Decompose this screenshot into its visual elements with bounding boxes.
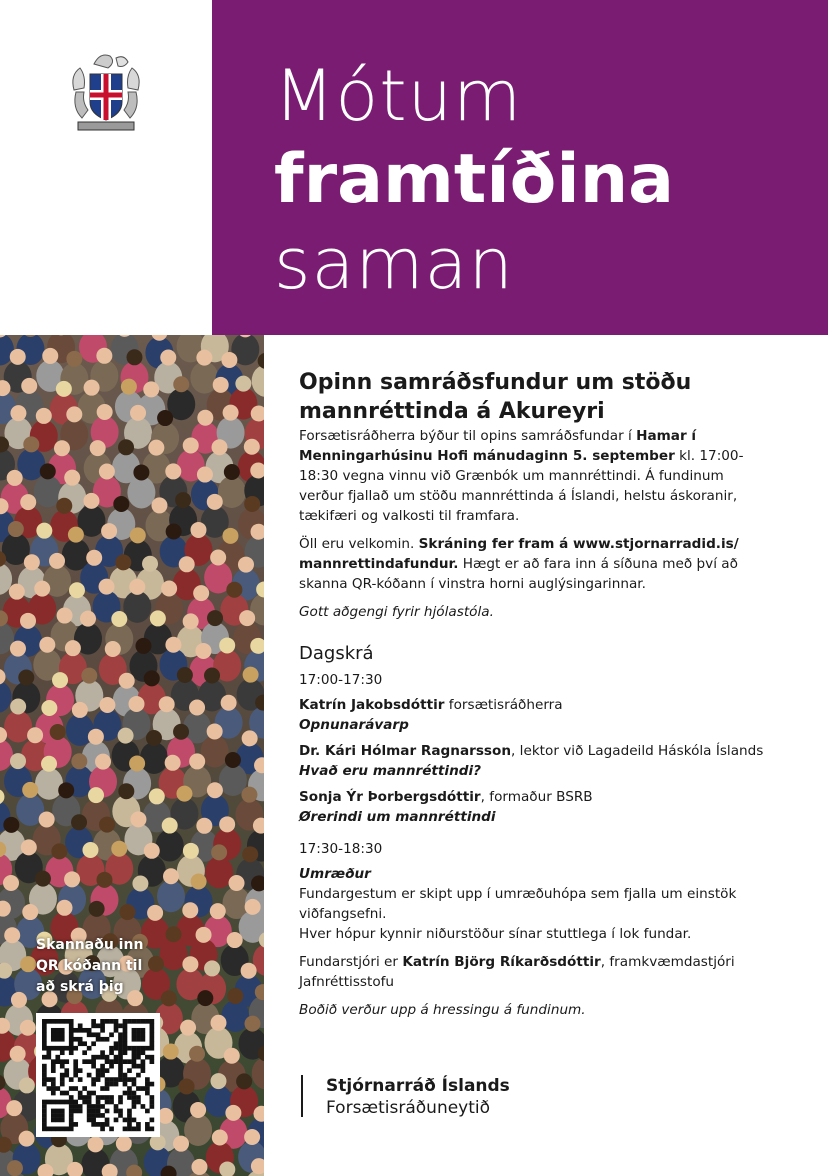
title-line-3: saman <box>274 223 514 305</box>
speaker-role: , lektor við Lagadeild Háskóla Íslands <box>511 743 764 759</box>
header-left-panel <box>0 0 212 335</box>
agenda-speaker-1 <box>299 695 769 735</box>
qr-code-icon <box>36 1013 160 1137</box>
page-title <box>274 54 674 306</box>
reg-text-2: Hægt er að fara inn á síðuna með því að skanna QR-kóðann í vinstra horni auglýsingarinnar. <box>299 556 738 592</box>
intro-paragraph <box>299 426 769 526</box>
registration-paragraph <box>299 534 769 594</box>
meeting-chair <box>299 952 769 992</box>
title-line-1: Mótum <box>274 55 523 137</box>
crowd-photo <box>0 335 264 1176</box>
reg-text-1: Öll eru velkomin. <box>299 536 419 552</box>
agenda-title: Dagskrá <box>299 643 374 664</box>
speaker-name: Katrín Jakobsdóttir <box>299 697 445 713</box>
speaker-talk: Opnunarávarp <box>299 717 409 733</box>
agenda-time-2: 17:30-18:30 <box>299 841 383 857</box>
qr-caption-line-3: að skrá þig <box>36 979 124 995</box>
agenda-speaker-3 <box>299 787 769 827</box>
agenda-speaker-2 <box>299 741 769 781</box>
speaker-role: forsætisráðherra <box>444 697 563 713</box>
footer-signature <box>301 1075 510 1117</box>
speaker-role: , formaður BSRB <box>480 789 593 805</box>
chair-text-2: , framkvæmdastjóri Jafnréttisstofu <box>299 954 735 990</box>
footer-ministry: Forsætisráðuneytið <box>326 1098 491 1118</box>
intro-venue: Hamar í Menningarhúsinu Hofi mánudaginn 5. september <box>299 428 697 464</box>
qr-code[interactable] <box>36 1013 160 1137</box>
qr-caption-line-1: Skannaðu inn <box>36 937 144 953</box>
chair-text-1: Fundarstjóri er <box>299 954 403 970</box>
chair-name: Katrín Björg Ríkarðsdóttir <box>402 954 601 970</box>
speaker-name: Sonja Ýr Þorbergsdóttir <box>299 789 481 805</box>
speaker-talk: Ørerindi um mannréttindi <box>299 809 496 825</box>
headline: Opinn samráðsfundur um stöðu mannréttinda á Akureyri <box>299 370 692 424</box>
discussion-text-1: Fundargestum er skipt upp í umræðuhópa sem fjalla um einstök viðfangsefni. <box>299 886 737 922</box>
header-banner <box>212 0 828 335</box>
intro-text-2: kl. 17:00-18:30 vegna vinnu við Grænbók um mannréttindi. Á fundinum verður fjallað um stöðu mannréttinda á Íslandi, helstu áskoranir, tækifæri og valkosti til framfara. <box>299 448 744 524</box>
footer-org: Stjórnarráð Íslands <box>326 1076 510 1096</box>
intro-text-1: Forsætisráðherra býður til opins samráðsfundar í <box>299 428 637 444</box>
accessibility-note: Gott aðgengi fyrir hjólastóla. <box>299 604 494 620</box>
speaker-talk: Hvað eru mannréttindi? <box>299 763 482 779</box>
reg-link[interactable]: Skráning fer fram á www.stjornarradid.is/ mannrettindafundur. <box>299 536 739 572</box>
refreshments-note: Boðið verður upp á hressingu á fundinum. <box>299 1002 586 1018</box>
title-line-2: framtíðina <box>274 140 674 219</box>
iceland-coat-of-arms-icon <box>66 50 146 134</box>
qr-caption <box>36 935 143 998</box>
agenda-time-1: 17:00-17:30 <box>299 672 383 688</box>
main-content <box>299 368 769 1020</box>
qr-caption-line-2: QR kóðann til <box>36 958 143 974</box>
speaker-name: Dr. Kári Hólmar Ragnarsson <box>299 743 512 759</box>
discussion-title: Umræður <box>299 866 371 882</box>
discussion-text-2: Hver hópur kynnir niðurstöður sínar stuttlega í lok fundar. <box>299 926 692 942</box>
